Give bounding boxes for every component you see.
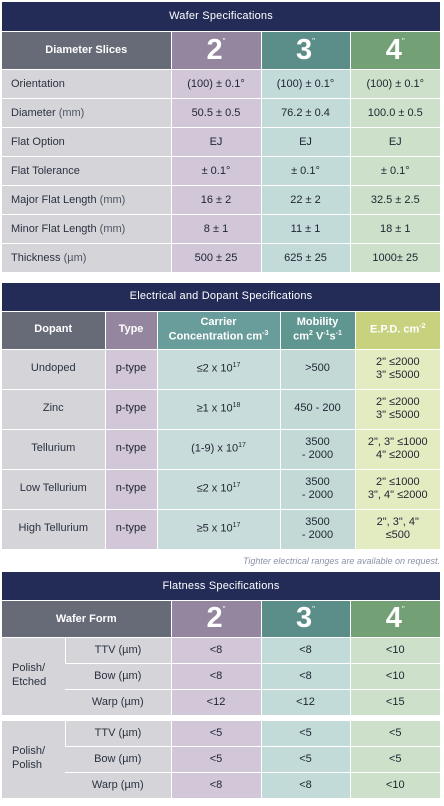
mobility-header: Mobility $cm^2$ $V^{-1}s^{-1}$ (280, 311, 355, 349)
concentration-cell: ≥1 x $10^{18}$ (157, 389, 280, 429)
table-cell: <8 (261, 772, 350, 798)
table-cell: 16 ± 2 (171, 185, 261, 214)
table-cell: <5 (171, 746, 261, 772)
concentration-cell: ≥5 x $10^{17}$ (157, 509, 280, 549)
size-4-header: 4" (350, 31, 440, 69)
table-cell: 22 ± 2 (261, 185, 350, 214)
size-2-header: 2" (171, 31, 261, 69)
table-cell: EJ (171, 127, 261, 156)
table-cell: (100) ± 0.1° (350, 69, 440, 98)
table-cell: <5 (261, 720, 350, 746)
measure-cell: Warp (µm) (65, 689, 171, 715)
type-cell: p-type (105, 389, 157, 429)
wafer-form-cell: Polish/ Polish (2, 720, 65, 798)
table-cell: 8 ± 1 (171, 214, 261, 243)
type-cell: n-type (105, 509, 157, 549)
table-cell: (100) ± 0.1° (261, 69, 350, 98)
wafer-specifications-table (2, 2, 440, 273)
size-2-header: 2" (171, 600, 261, 637)
table-cell: 1000± 25 (350, 243, 440, 272)
type-header: Type (105, 311, 157, 349)
carrier-concentration-header: Carrier Concentration $cm^{-3}$ (157, 311, 280, 349)
table-row (2, 469, 440, 509)
row-label: Major Flat Length (mm) (2, 185, 171, 214)
table-cell: <12 (171, 689, 261, 715)
table-cell: <8 (171, 772, 261, 798)
size-3-header: 3" (261, 31, 350, 69)
table-cell: <10 (350, 772, 440, 798)
table-cell: ± 0.1° (171, 156, 261, 185)
table-row (2, 509, 440, 549)
electrical-dopant-title: Electrical and Dopant Specifications (2, 283, 440, 311)
table-row (2, 689, 440, 715)
table-row (2, 243, 440, 272)
table-row (2, 746, 440, 772)
measure-cell: TTV (µm) (65, 637, 171, 663)
type-cell: p-type (105, 349, 157, 389)
table-cell: 18 ± 1 (350, 214, 440, 243)
table-cell: EJ (261, 127, 350, 156)
table-row (2, 185, 440, 214)
table-cell: <12 (261, 689, 350, 715)
table-row (2, 429, 440, 469)
table-row (2, 663, 440, 689)
measure-cell: TTV (µm) (65, 720, 171, 746)
table-cell: 76.2 ± 0.4 (261, 98, 350, 127)
size-3-header: 3" (261, 600, 350, 637)
mobility-cell: 3500 - 2000 (280, 469, 355, 509)
table-cell: 32.5 ± 2.5 (350, 185, 440, 214)
table-cell: <10 (350, 663, 440, 689)
table-cell: <5 (171, 720, 261, 746)
table-row (2, 156, 440, 185)
epd-cell: 2", 3", 4" ≤500 (355, 509, 440, 549)
flatness-specifications-title: Flatness Specifications (2, 572, 440, 600)
table-row (2, 69, 440, 98)
epd-cell: 2" ≤2000 3" ≤5000 (355, 389, 440, 429)
table-cell: 50.5 ± 0.5 (171, 98, 261, 127)
diameter-slices-header: Diameter Slices (2, 31, 171, 69)
dopant-header: Dopant (2, 311, 105, 349)
table-cell: <8 (171, 637, 261, 663)
epd-header: E.P.D. $cm^{-2}$ (355, 311, 440, 349)
measure-cell: Bow (µm) (65, 746, 171, 772)
table-cell: <5 (350, 720, 440, 746)
concentration-cell: (1-9) x $10^{17}$ (157, 429, 280, 469)
table-cell: 11 ± 1 (261, 214, 350, 243)
table-cell: ± 0.1° (350, 156, 440, 185)
size-4-header: 4" (350, 600, 440, 637)
table-row (2, 389, 440, 429)
table-cell: <10 (350, 637, 440, 663)
table-cell: ± 0.1° (261, 156, 350, 185)
table-cell: <8 (261, 637, 350, 663)
table-row (2, 214, 440, 243)
mobility-cell: 3500 - 2000 (280, 509, 355, 549)
row-label: Minor Flat Length (mm) (2, 214, 171, 243)
table-cell: EJ (350, 127, 440, 156)
flatness-specifications-table (2, 572, 440, 799)
measure-cell: Bow (µm) (65, 663, 171, 689)
table-cell: 500 ± 25 (171, 243, 261, 272)
table-cell: <15 (350, 689, 440, 715)
concentration-cell: ≤2 x $10^{17}$ (157, 349, 280, 389)
type-cell: n-type (105, 469, 157, 509)
table-row (2, 637, 440, 663)
table-row (2, 720, 440, 746)
electrical-range-note: Tighter electrical ranges are available on request. (242, 556, 440, 566)
dopant-cell: Zinc (2, 389, 105, 429)
table-cell: (100) ± 0.1° (171, 69, 261, 98)
table-row (2, 127, 440, 156)
table-cell: <8 (261, 663, 350, 689)
row-label: Orientation (2, 69, 171, 98)
electrical-dopant-table (2, 283, 440, 550)
dopant-cell: Undoped (2, 349, 105, 389)
dopant-cell: Low Tellurium (2, 469, 105, 509)
table-cell: <8 (171, 663, 261, 689)
table-cell: 100.0 ± 0.5 (350, 98, 440, 127)
table-row (2, 98, 440, 127)
dopant-cell: High Tellurium (2, 509, 105, 549)
mobility-cell: 3500 - 2000 (280, 429, 355, 469)
wafer-specifications-title: Wafer Specifications (2, 2, 440, 31)
mobility-cell: 450 - 200 (280, 389, 355, 429)
dopant-cell: Tellurium (2, 429, 105, 469)
table-row (2, 772, 440, 798)
epd-cell: 2" ≤1000 3", 4" ≤2000 (355, 469, 440, 509)
concentration-cell: ≤2 x $10^{17}$ (157, 469, 280, 509)
type-cell: n-type (105, 429, 157, 469)
row-label: Flat Option (2, 127, 171, 156)
table-cell: 625 ± 25 (261, 243, 350, 272)
epd-cell: 2" ≤2000 3" ≤5000 (355, 349, 440, 389)
row-label: Diameter (mm) (2, 98, 171, 127)
mobility-cell: >500 (280, 349, 355, 389)
table-cell: <5 (261, 746, 350, 772)
wafer-form-header: Wafer Form (2, 600, 171, 637)
epd-cell: 2", 3" ≤1000 4" ≤2000 (355, 429, 440, 469)
row-label: Flat Tolerance (2, 156, 171, 185)
measure-cell: Warp (µm) (65, 772, 171, 798)
row-label: Thickness (µm) (2, 243, 171, 272)
table-cell: <5 (350, 746, 440, 772)
wafer-form-cell: Polish/ Etched (2, 637, 65, 715)
table-row (2, 349, 440, 389)
